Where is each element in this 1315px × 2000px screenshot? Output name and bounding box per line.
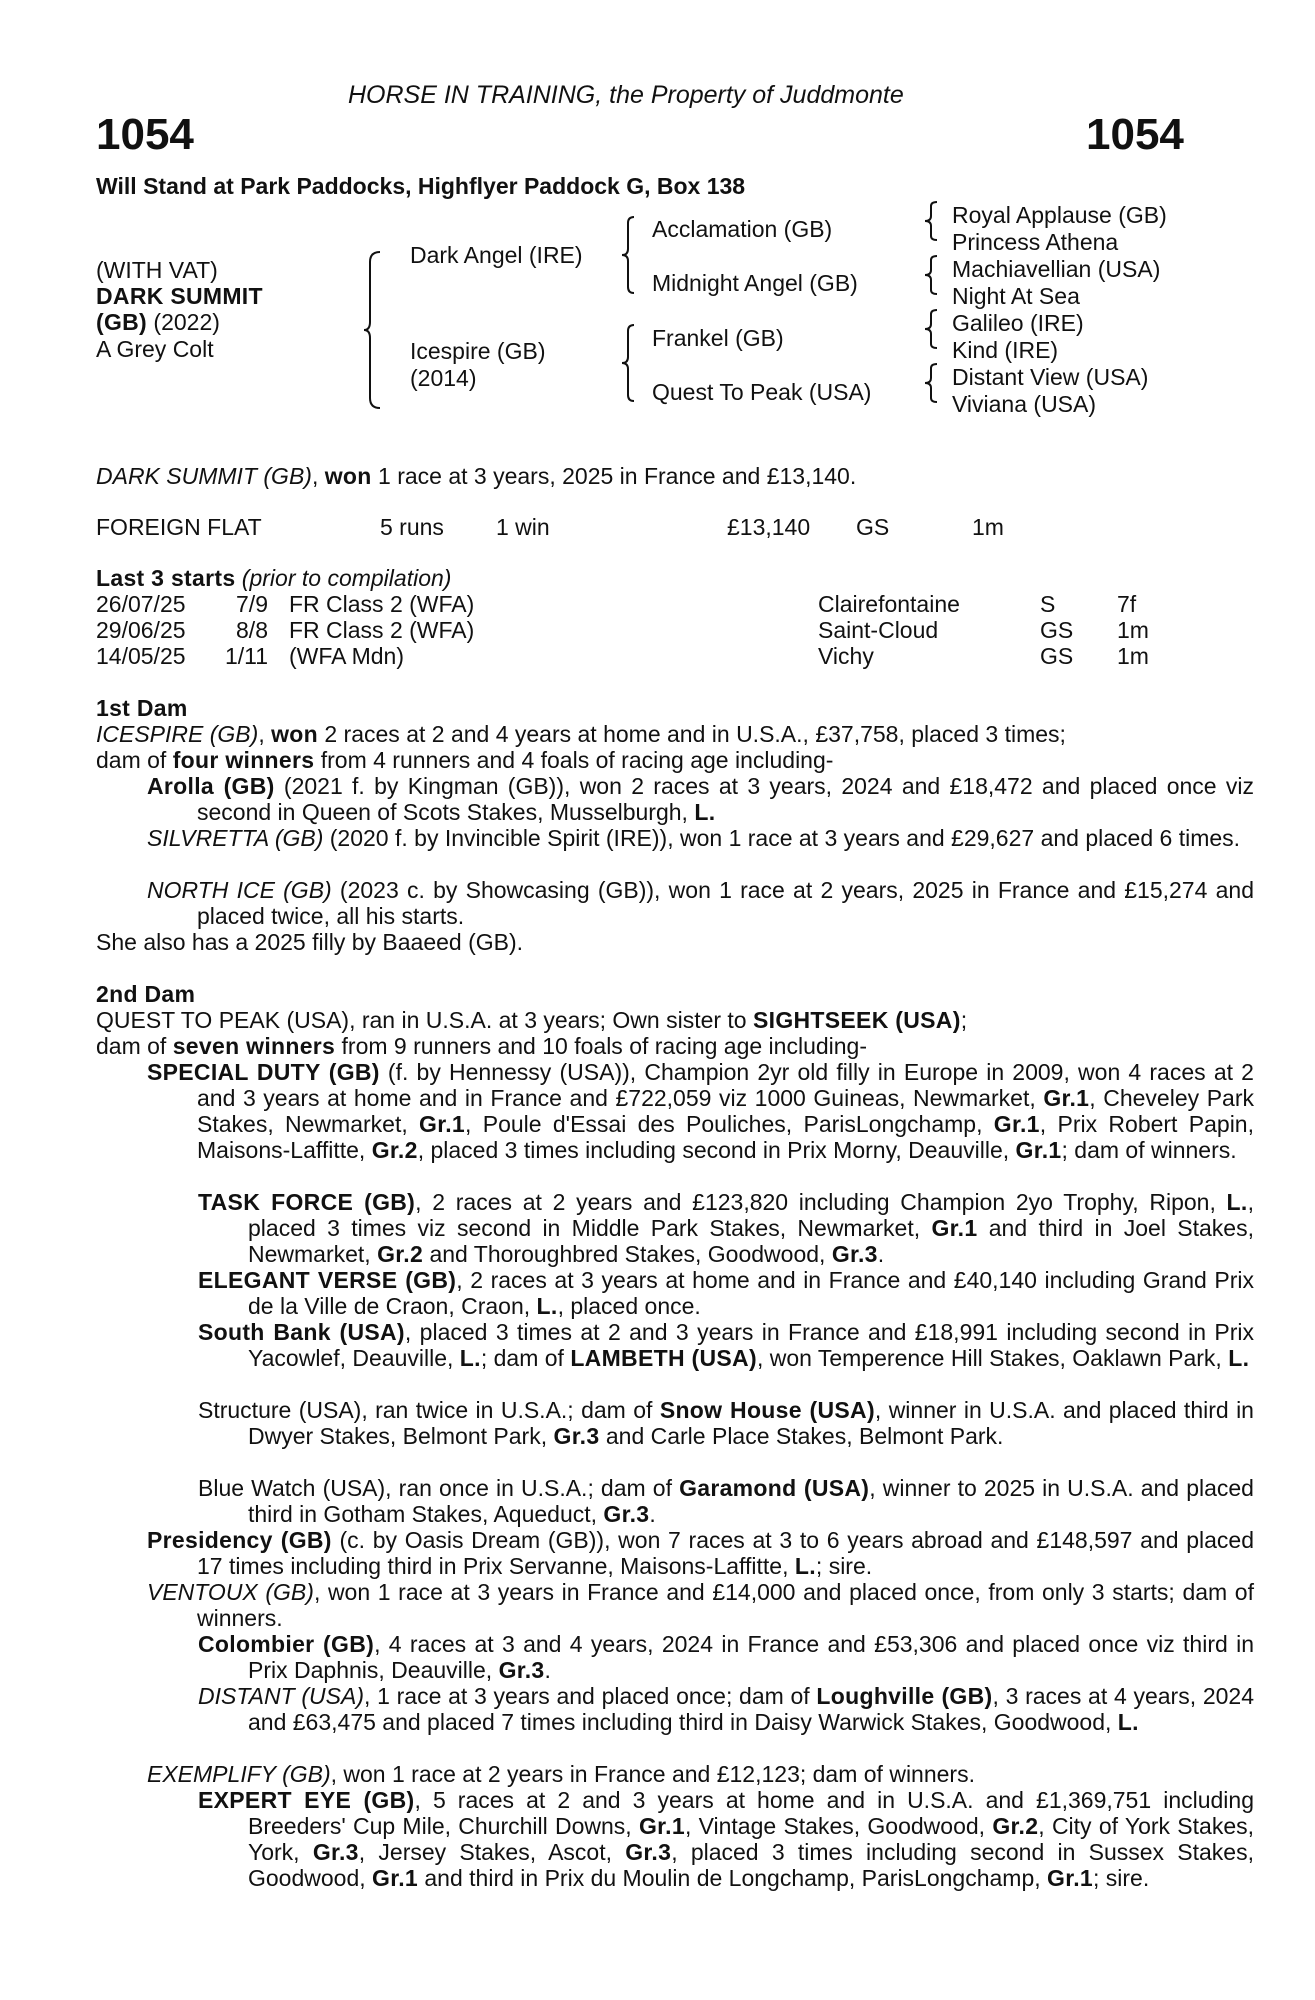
dam-brace — [620, 323, 640, 403]
progeny-record: , won 1 race at 3 years in France and £14,000 and placed once, from only 3 starts; dam of winners. — [197, 1579, 1254, 1631]
listed-mark: L. — [459, 1345, 481, 1371]
grandsire-1: Acclamation (GB) — [652, 216, 833, 242]
listed-mark: L. — [1117, 1709, 1139, 1735]
start-position: 8/8 — [236, 617, 268, 643]
progeny-south-bank — [198, 1319, 1254, 1371]
ggdam-1: Princess Athena — [952, 229, 1119, 255]
sire: Dark Angel (IRE) — [410, 242, 583, 268]
progeny-name: TASK FORCE (GB) — [198, 1189, 416, 1215]
dam-record: 2 races at 2 and 4 years at home and in U.S.A., £37,758, placed 3 times; — [317, 721, 1066, 747]
progeny-name: VENTOUX (GB) — [147, 1579, 314, 1605]
progeny-expert-eye — [198, 1787, 1254, 1891]
start-course: Vichy — [818, 643, 874, 669]
progeny-record: , 2 races at 3 years at home and in France and £40,140 including Grand Prix de la Ville de Craon, Craon, — [248, 1267, 1254, 1319]
start-position: 7/9 — [236, 591, 268, 617]
horse-year: (2022) — [147, 309, 220, 335]
progeny-name: EXPERT EYE (GB) — [198, 1787, 415, 1813]
brace-gg1 — [923, 200, 943, 244]
start-distance: 1m — [1117, 617, 1149, 643]
progeny-name: ELEGANT VERSE (GB) — [198, 1267, 457, 1293]
progeny-record: ; dam of — [480, 1345, 571, 1371]
progeny-record: , won 1 race at 2 years in France and £12,123; dam of winners. — [330, 1761, 975, 1787]
second-dam-heading: 2nd Dam — [96, 981, 196, 1007]
summary-horse: DARK SUMMIT (GB) — [96, 463, 312, 489]
first-dam-line2 — [96, 747, 833, 773]
first-dam-line1 — [96, 721, 1066, 747]
listed-mark: L. — [1226, 1189, 1248, 1215]
record-distance: 1m — [972, 514, 1004, 540]
grade-mark: Gr.1 — [1015, 1137, 1062, 1163]
progeny-name: SILVRETTA (GB) — [147, 825, 324, 851]
listed-mark: L. — [794, 1553, 816, 1579]
summary-text: 1 race at 3 years, 2025 in France and £13,140. — [371, 463, 857, 489]
progeny-structure — [198, 1397, 1254, 1449]
ggsire-3: Galileo (IRE) — [952, 310, 1084, 336]
progeny-record: (2021 f. by Kingman (GB)), won 2 races at 3 years, 2024 and £18,472 and placed once viz second in Queen of Scots Stakes, Musselburgh, — [197, 773, 1254, 825]
grade-mark: Gr.2 — [992, 1813, 1039, 1839]
grade-mark: Gr.3 — [603, 1501, 650, 1527]
ggdam-4: Viviana (USA) — [952, 391, 1097, 417]
grade-mark: Gr.2 — [377, 1241, 424, 1267]
progeny-record: , placed 3 times viz second in Middle Park Stakes, Newmarket, — [248, 1189, 1254, 1241]
lot-number-left: 1054 — [96, 110, 194, 159]
progeny-blue-watch — [198, 1475, 1254, 1527]
ggsire-2: Machiavellian (USA) — [952, 256, 1161, 282]
brace-gg3 — [923, 308, 943, 352]
progeny-name: NORTH ICE (GB) — [147, 877, 332, 903]
grade-mark: Gr.3 — [312, 1839, 359, 1865]
progeny-name: SPECIAL DUTY (GB) — [147, 1059, 380, 1085]
listed-mark: L. — [536, 1293, 558, 1319]
grade-mark: Gr.2 — [371, 1137, 418, 1163]
lot-number-right: 1054 — [1086, 110, 1184, 159]
grade-mark: Gr.1 — [372, 1865, 418, 1891]
start-race: FR Class 2 (WFA) — [289, 617, 475, 643]
period: . — [544, 1657, 551, 1683]
grand-progeny-name: Snow House (USA) — [659, 1397, 875, 1423]
progeny-record: (f. by Hennessy (USA)), Champion 2yr old filly in Europe in 2009, won 4 races at 2 and 3 years at home and in France and £722,059 viz 1000 Guineas, Newmarket, — [197, 1059, 1254, 1111]
start-distance: 7f — [1117, 591, 1137, 617]
second-dam-line1 — [96, 1007, 967, 1033]
progeny-silvretta — [147, 825, 1254, 851]
stand-location: Will Stand at Park Paddocks, Highflyer Paddock G, Box 138 — [96, 173, 746, 199]
sister-name: SIGHTSEEK (USA) — [753, 1007, 961, 1033]
listed-mark: L. — [694, 799, 716, 825]
second-dam-line2 — [96, 1033, 867, 1059]
winners-count: seven winners — [172, 1033, 336, 1059]
start-position: 1/11 — [224, 643, 268, 669]
progeny-name: Arolla (GB) — [147, 773, 275, 799]
listed-mark: L. — [1228, 1345, 1250, 1371]
last-starts-heading — [96, 565, 451, 591]
progeny-record: , placed once. — [557, 1293, 701, 1319]
progeny-record: and third in Prix du Moulin de Longchamp, ParisLongchamp, — [418, 1865, 1048, 1891]
progeny-name: South Bank (USA) — [198, 1319, 405, 1345]
progeny-record: and third in Joel Stakes, Newmarket, — [248, 1215, 1254, 1267]
horse-name-text: DARK SUMMIT — [96, 283, 263, 309]
dam-year: (2014) — [410, 365, 477, 391]
progeny-record: , 5 races at 2 and 3 years at home and in U.S.A. and £1,369,751 including Breeders' Cup Mile, Churchill Downs, — [248, 1787, 1254, 1839]
start-course: Clairefontaine — [818, 591, 960, 617]
grade-mark: Gr.3 — [498, 1657, 545, 1683]
grade-mark: Gr.1 — [931, 1215, 978, 1241]
filly-note: She also has a 2025 filly by Baaeed (GB). — [96, 929, 524, 955]
runners-text: from 4 runners and 4 foals of racing age including- — [314, 747, 834, 773]
progeny-record: , Vintage Stakes, Goodwood, — [684, 1813, 993, 1839]
grand-progeny-name: LAMBETH (USA) — [570, 1345, 757, 1371]
horse-origin — [96, 309, 220, 335]
progeny-record: , Jersey Stakes, Ascot, — [358, 1839, 626, 1865]
winners-count: four winners — [172, 747, 315, 773]
progeny-record: , 2 races at 2 years and £123,820 including Champion 2yo Trophy, Ripon, — [415, 1189, 1227, 1215]
record-prize: £13,140 — [727, 514, 811, 540]
ggdam-2: Night At Sea — [952, 283, 1080, 309]
period: . — [649, 1501, 656, 1527]
sire-brace — [620, 215, 640, 295]
progeny-north-ice — [147, 877, 1254, 929]
progeny-record: , won Temperence Hill Stakes, Oaklawn Park, — [756, 1345, 1229, 1371]
progeny-record: , placed 3 times including second in Sussex Stakes, Goodwood, — [248, 1839, 1254, 1891]
progeny-record: , Cheveley Park Stakes, Newmarket, — [197, 1085, 1254, 1137]
period: . — [877, 1241, 885, 1267]
main-brace — [362, 250, 386, 410]
race-summary — [96, 463, 856, 489]
grade-mark: Gr.1 — [419, 1111, 466, 1137]
grade-mark: Gr.1 — [993, 1111, 1040, 1137]
granddam-2: Quest To Peak (USA) — [652, 379, 872, 405]
progeny-record: , City of York Stakes, York, — [248, 1813, 1255, 1865]
dam-name: QUEST TO PEAK (USA), ran in U.S.A. at 3 years; Own sister to — [96, 1007, 753, 1033]
progeny-record: (2020 f. by Invincible Spirit (IRE)), won 1 race at 3 years and £29,627 and placed 6 times. — [323, 825, 1241, 851]
progeny-record: and Thoroughbred Stakes, Goodwood, — [423, 1241, 832, 1267]
progeny-record: , Prix Robert Papin, Maisons-Laffitte, — [197, 1111, 1254, 1163]
progeny-record: Structure (USA), ran twice in U.S.A.; dam of — [198, 1397, 660, 1423]
progeny-record: (c. by Oasis Dream (GB)), won 7 races at 3 to 6 years abroad and £148,597 and placed 17 times including third in Prix Servanne, Maisons-Laffitte, — [197, 1527, 1254, 1579]
progeny-task-force — [198, 1189, 1254, 1267]
horse-country: (GB) — [96, 309, 148, 335]
start-going: S — [1040, 591, 1056, 617]
start-going: GS — [1040, 617, 1074, 643]
start-distance: 1m — [1117, 643, 1149, 669]
ggsire-4: Distant View (USA) — [952, 364, 1149, 390]
progeny-name: DISTANT (USA) — [198, 1683, 365, 1709]
progeny-record: ; sire. — [1093, 1865, 1150, 1891]
ggsire-1: Royal Applause (GB) — [952, 202, 1167, 228]
progeny-record: , 3 races at 4 years, 2024 and £63,475 and placed 7 times including third in Daisy Warwick Stakes, Goodwood, — [248, 1683, 1254, 1735]
progeny-record: , Poule d'Essai des Pouliches, ParisLongchamp, — [465, 1111, 994, 1137]
grandsire-2: Frankel (GB) — [652, 325, 784, 351]
dam-name: ICESPIRE (GB) — [96, 721, 259, 747]
grade-mark: Gr.3 — [553, 1423, 600, 1449]
progeny-record: and Carle Place Stakes, Belmont Park. — [599, 1423, 1004, 1449]
horse-name — [96, 283, 263, 309]
horse-description: A Grey Colt — [96, 336, 214, 362]
progeny-special-duty — [147, 1059, 1254, 1163]
start-race: (WFA Mdn) — [289, 643, 405, 669]
progeny-name: EXEMPLIFY (GB) — [147, 1761, 331, 1787]
record-going: GS — [856, 514, 890, 540]
start-going: GS — [1040, 643, 1074, 669]
grade-mark: Gr.3 — [831, 1241, 878, 1267]
progeny-elegant-verse — [198, 1267, 1254, 1319]
summary-sep: , — [311, 463, 325, 489]
sep: , — [258, 721, 272, 747]
progeny-record: , placed 3 times including second in Prix Morny, Deauville, — [417, 1137, 1016, 1163]
brace-gg2 — [923, 254, 943, 298]
record-category: FOREIGN FLAT — [96, 514, 262, 540]
dam-of-label: dam of — [96, 1033, 173, 1059]
grade-mark: Gr.1 — [638, 1813, 685, 1839]
runners-text: from 9 runners and 10 foals of racing age including- — [335, 1033, 868, 1059]
first-dam-heading: 1st Dam — [96, 695, 188, 721]
progeny-distant — [198, 1683, 1254, 1735]
progeny-arolla — [147, 773, 1254, 825]
grade-mark: Gr.3 — [625, 1839, 672, 1865]
dam: Icespire (GB) — [410, 338, 546, 364]
ggdam-3: Kind (IRE) — [952, 337, 1059, 363]
progeny-colombier — [198, 1631, 1254, 1683]
summary-won: won — [324, 463, 372, 489]
grade-mark: Gr.1 — [1043, 1085, 1090, 1111]
record-runs: 5 runs — [380, 514, 444, 540]
start-date: 26/07/25 — [96, 591, 186, 617]
progeny-record: Blue Watch (USA), ran once in U.S.A.; dam of — [198, 1475, 680, 1501]
progeny-record: , 1 race at 3 years and placed once; dam of — [364, 1683, 817, 1709]
grand-progeny-name: Loughville (GB) — [816, 1683, 993, 1709]
progeny-name: Presidency (GB) — [147, 1527, 332, 1553]
start-course: Saint-Cloud — [818, 617, 939, 643]
granddam-1: Midnight Angel (GB) — [652, 270, 858, 296]
progeny-exemplify — [147, 1761, 1254, 1787]
last-starts-note: (prior to compilation) — [235, 565, 452, 591]
grand-progeny-name: Garamond (USA) — [679, 1475, 870, 1501]
progeny-record: ; sire. — [815, 1553, 873, 1579]
progeny-presidency — [147, 1527, 1254, 1579]
last-starts-title: Last 3 starts — [96, 565, 236, 591]
progeny-ventoux — [147, 1579, 1254, 1631]
progeny-record: ; dam of winners. — [1061, 1137, 1237, 1163]
brace-gg4 — [923, 362, 943, 406]
start-race: FR Class 2 (WFA) — [289, 591, 475, 617]
progeny-record: , winner in U.S.A. and placed third in Dwyer Stakes, Belmont Park, — [248, 1397, 1254, 1449]
catalogue-header: HORSE IN TRAINING, the Property of Juddmonte — [348, 81, 904, 109]
record-wins: 1 win — [496, 514, 550, 540]
grade-mark: Gr.1 — [1047, 1865, 1093, 1891]
sep: ; — [960, 1007, 968, 1033]
vat-note: (WITH VAT) — [96, 257, 218, 283]
won-label: won — [271, 721, 318, 747]
start-date: 29/06/25 — [96, 617, 186, 643]
dam-of-label: dam of — [96, 747, 173, 773]
progeny-record: , placed 3 times at 2 and 3 years in France and £18,991 including second in Prix Yacowlef, Deauville, — [248, 1319, 1254, 1371]
progeny-record: , 4 races at 3 and 4 years, 2024 in France and £53,306 and placed once viz third in Prix Daphnis, Deauville, — [248, 1631, 1254, 1683]
progeny-name: Colombier (GB) — [198, 1631, 375, 1657]
start-date: 14/05/25 — [96, 643, 186, 669]
progeny-record: (2023 c. by Showcasing (GB)), won 1 race at 2 years, 2025 in France and £15,274 and placed twice, all his starts. — [197, 877, 1254, 929]
progeny-record: , winner to 2025 in U.S.A. and placed third in Gotham Stakes, Aqueduct, — [248, 1475, 1254, 1527]
